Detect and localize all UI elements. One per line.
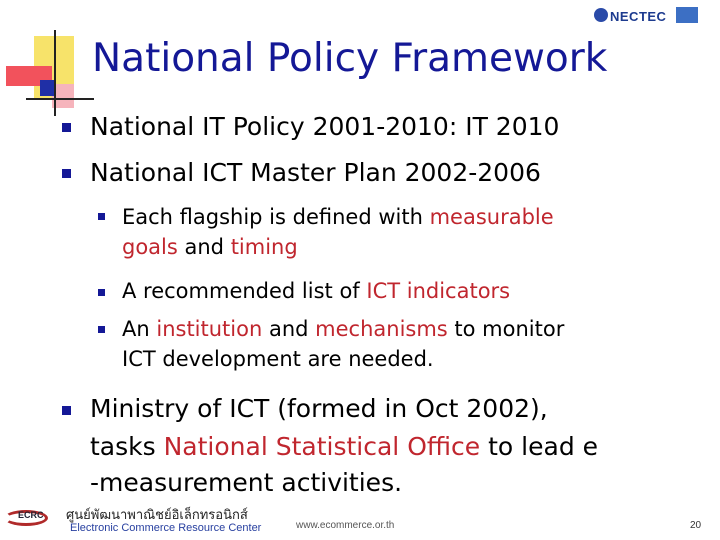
decor-horizontal-line (26, 98, 94, 100)
bullet-2-text: National ICT Master Plan 2002-2006 (90, 158, 541, 187)
ecrc-english-name: Electronic Commerce Resource Center (70, 522, 262, 534)
bullet-square-icon (62, 169, 71, 178)
bullet-3-highlight: National Statistical Office (163, 432, 481, 461)
sub-bullet-2 (122, 276, 510, 306)
ecrc-logo (4, 502, 294, 538)
ecrc-thai-name: ศูนย์พัฒนาพาณิชย์อิเล็กทรอนิกส์ (66, 507, 248, 522)
footer-url: www.ecommerce.or.th (296, 520, 395, 531)
bullet-3-line-2 (90, 430, 598, 464)
badge-icon (676, 7, 698, 23)
bullet-1-text: National IT Policy 2001-2010: IT 2010 (90, 112, 560, 141)
sub-bullet-2-text: A recommended list of (122, 279, 367, 303)
sub-bullet-3-text: and (262, 317, 316, 341)
decor-vertical-line (54, 30, 56, 116)
sub-bullet-2-highlight: ICT indicators (366, 279, 511, 303)
sub-bullet-1-line-1 (122, 202, 554, 232)
sub-bullet-1-text: Each flagship is defined with (122, 205, 430, 229)
ecrc-abbrev: ECRC (18, 510, 44, 520)
sub-bullet-square-icon (98, 213, 105, 220)
bullet-3-line-1: Ministry of ICT (formed in Oct 2002), (90, 394, 548, 423)
bullet-3-text: to lead e (480, 432, 599, 461)
nectec-logo-text: NECTEC (610, 9, 667, 24)
sub-bullet-3-text: An (122, 317, 157, 341)
sub-bullet-1-highlight: measurable (429, 205, 554, 229)
globe-icon (594, 8, 608, 22)
bullet-square-icon (62, 123, 71, 132)
page-number: 20 (690, 520, 702, 531)
sub-bullet-3-line-2: ICT development are needed. (122, 347, 434, 371)
sub-bullet-square-icon (98, 289, 105, 296)
sub-bullet-3-highlight: institution (156, 317, 263, 341)
sub-bullet-square-icon (98, 326, 105, 333)
bullet-3-text: tasks (90, 432, 164, 461)
sub-bullet-1-text: and (177, 235, 231, 259)
sub-bullet-1-highlight: timing (230, 235, 298, 259)
bullet-3-line-3: -measurement activities. (90, 468, 403, 497)
sub-bullet-3-text: to monitor (447, 317, 565, 341)
sub-bullet-1-highlight: goals (122, 235, 178, 259)
slide-title: National Policy Framework (92, 36, 608, 81)
sub-bullet-1-line-2 (122, 232, 298, 262)
sub-bullet-3-line-1 (122, 314, 564, 344)
sub-bullet-3-highlight: mechanisms (315, 317, 448, 341)
nectec-logo (594, 4, 698, 26)
bullet-square-icon (62, 406, 71, 415)
